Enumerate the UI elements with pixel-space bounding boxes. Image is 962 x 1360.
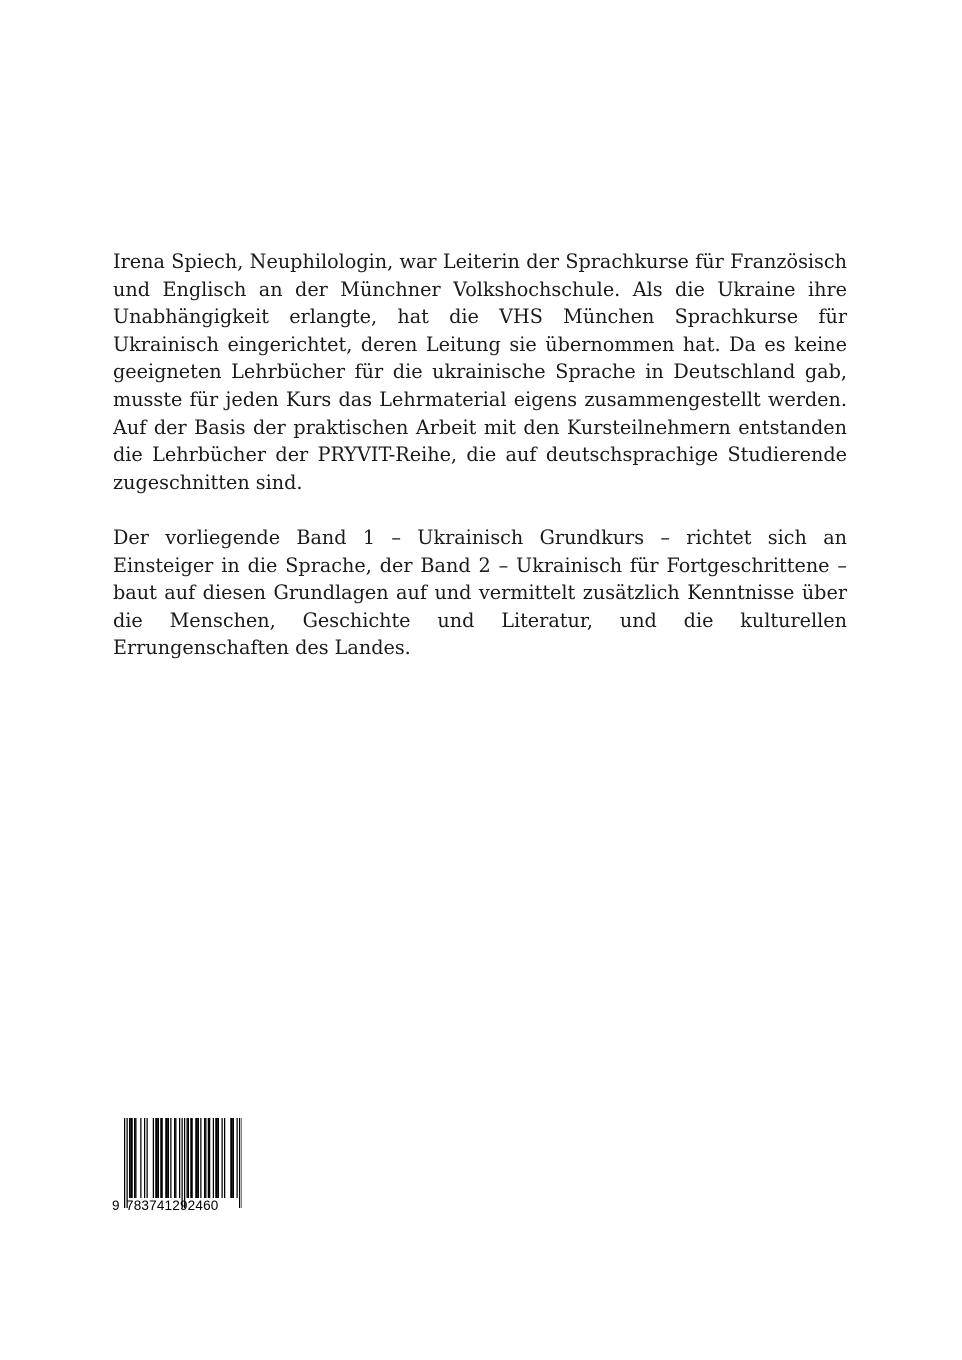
barcode-bar xyxy=(237,1118,238,1198)
barcode-bar xyxy=(179,1118,180,1198)
barcode-bar xyxy=(192,1118,193,1198)
barcode-remaining-digits: 783741292460 xyxy=(126,1198,219,1213)
barcode-bar xyxy=(170,1118,171,1198)
barcode-bar xyxy=(130,1118,131,1198)
barcode-bar xyxy=(165,1118,166,1198)
author-bio-paragraph: Irena Spiech, Neuphilologin, war Leiterin der Sprachkurse für Französisch und Englisch an der Münchner Volkshochschule. Als die Ukraine ihre Unabhängigkeit erlangte, hat die VHS München Sprachkurse für Ukrainisch eingerichtet, deren Leitung sie übernommen hat. Da es keine geeigneten Lehrbücher für die ukrainische Sprache in Deutschland gab, musste für jeden Kurs das Lehrmaterial eigens zusammengestellt werden. Auf der Basis der praktischen Arbeit mit den Kursteilnehmern entstanden die Lehrbücher der PRYVIT-Reihe, die auf deutschsprachige Studierende zugeschnitten sind. xyxy=(113,250,847,494)
barcode-bar xyxy=(198,1118,199,1198)
barcode-bar xyxy=(205,1118,206,1198)
barcode-bar xyxy=(129,1118,130,1198)
barcode-guard-bar xyxy=(239,1118,240,1208)
barcode-bar xyxy=(132,1118,133,1198)
barcode-bar xyxy=(140,1118,141,1198)
barcode-bar xyxy=(204,1118,205,1198)
isbn-barcode xyxy=(112,1118,242,1218)
barcode-bar xyxy=(174,1118,175,1198)
barcode-bar xyxy=(144,1118,145,1198)
barcode-digits xyxy=(112,1198,242,1216)
barcode-bar xyxy=(213,1118,214,1198)
back-cover-text xyxy=(113,248,847,662)
barcode-bar xyxy=(153,1118,154,1198)
barcode-bar xyxy=(160,1118,161,1198)
barcode-bar xyxy=(197,1118,198,1198)
barcode-bar xyxy=(167,1118,168,1198)
barcode-bar xyxy=(230,1118,231,1198)
barcode-guard-bar xyxy=(182,1118,183,1208)
barcode-guard-bar xyxy=(127,1118,128,1208)
barcode-bar xyxy=(208,1118,209,1198)
barcode-bar xyxy=(232,1118,233,1198)
barcode-bar xyxy=(147,1118,148,1198)
barcode-bar xyxy=(218,1118,219,1198)
barcode-bar xyxy=(155,1118,156,1198)
barcode-guard-bar xyxy=(124,1118,125,1208)
barcode-bar xyxy=(200,1118,201,1198)
barcode-first-digit: 9 xyxy=(112,1198,120,1213)
barcode-bar xyxy=(195,1118,196,1198)
barcode-guard-bar xyxy=(242,1118,243,1208)
barcode-bar xyxy=(222,1118,223,1198)
barcode-bar xyxy=(162,1118,163,1198)
barcode-bar xyxy=(175,1118,176,1198)
barcode-bar xyxy=(190,1118,191,1198)
barcode-bar xyxy=(188,1118,189,1198)
barcode-bar xyxy=(217,1118,218,1198)
series-description-paragraph: Der vorliegende Band 1 – Ukrainisch Grundkurs – richtet sich an Einsteiger in die Sprache, der Band 2 – Ukrainisch für Fortgeschrittene – baut auf diesen Grundlagen auf und vermittelt zusätzlich Kenntnisse über die Menschen, Geschichte und Literatur, und die kulturellen Errungenschaften des Landes. xyxy=(113,525,847,660)
barcode-bar xyxy=(158,1118,159,1198)
barcode-guard-bar xyxy=(184,1118,185,1208)
barcode-bar xyxy=(215,1118,216,1198)
barcode-bar xyxy=(168,1118,169,1198)
barcode-bars xyxy=(112,1118,242,1210)
barcode-bar xyxy=(224,1118,225,1198)
barcode-bar xyxy=(135,1118,136,1198)
barcode-bar xyxy=(187,1118,188,1198)
barcode-bar xyxy=(209,1118,210,1198)
barcode-bar xyxy=(157,1118,158,1198)
barcode-bar xyxy=(233,1118,234,1198)
barcode-bar xyxy=(134,1118,135,1198)
